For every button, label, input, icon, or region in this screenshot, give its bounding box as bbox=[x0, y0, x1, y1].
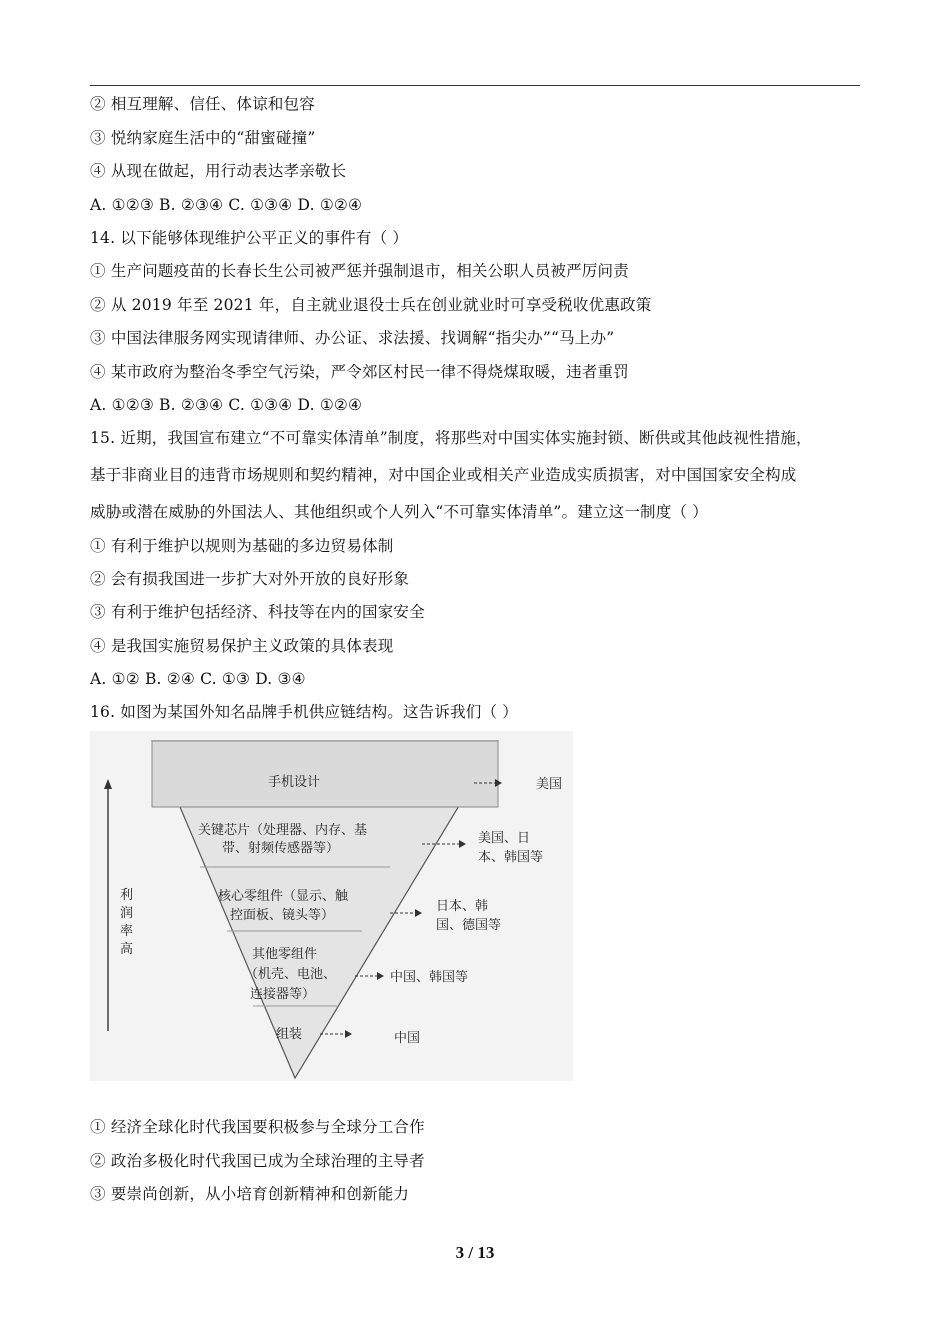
page-number: 3 / 13 bbox=[455, 1243, 495, 1262]
q14-option-2: ② 从 2019 年至 2021 年，自主就业退役士兵在创业就业时可享受税收优惠政策 bbox=[90, 296, 652, 314]
axis-label-char-3: 率 bbox=[120, 924, 134, 939]
profit-axis-arrowhead bbox=[104, 779, 112, 789]
axis-label-char-2: 润 bbox=[120, 906, 134, 921]
level-other-country: 中国、韩国等 bbox=[390, 970, 469, 985]
arrow-head bbox=[415, 909, 422, 917]
q15-option-4: ④ 是我国实施贸易保护主义政策的具体表现 bbox=[90, 637, 394, 655]
supply-chain-figure bbox=[90, 731, 573, 1081]
level-other-label-3: 连接器等） bbox=[250, 987, 316, 1002]
q15-option-1: ① 有利于维护以规则为基础的多边贸易体制 bbox=[90, 537, 394, 555]
level-other-label-2: （机壳、电池、 bbox=[245, 967, 337, 982]
header-rule bbox=[90, 85, 860, 86]
q14-option-3: ③ 中国法律服务网实现请律师、办公证、求法援、找调解“指尖办”“马上办” bbox=[90, 329, 615, 347]
q14-option-1: ① 生产问题疫苗的长春长生公司被严惩并强制退市，相关公职人员被严厉问责 bbox=[90, 262, 629, 280]
q13-option-2: ② 相互理解、信任、体谅和包容 bbox=[90, 95, 315, 113]
level-chip-country-1: 美国、日 bbox=[478, 831, 531, 846]
level-design-country: 美国 bbox=[536, 777, 563, 792]
level-design-label: 手机设计 bbox=[268, 775, 321, 790]
q16-stem: 16. 如图为某国外知名品牌手机供应链结构。这告诉我们（ ） bbox=[90, 703, 519, 721]
level-core-country-1: 日本、韩 bbox=[436, 899, 489, 914]
level-other-label-1: 其他零组件 bbox=[252, 947, 318, 962]
q14-option-4: ④ 某市政府为整治冬季空气污染，严令郊区村民一律不得烧煤取暖，违者重罚 bbox=[90, 363, 629, 381]
q13-answers: A. ①②③ B. ②③④ C. ①③④ D. ①②④ bbox=[90, 196, 363, 214]
q15-answers: A. ①② B. ②④ C. ①③ D. ③④ bbox=[90, 670, 306, 688]
level-core-label-1: 核心零组件（显示、触 bbox=[218, 889, 349, 904]
q14-answers: A. ①②③ B. ②③④ C. ①③④ D. ①②④ bbox=[90, 396, 363, 414]
q15-stem-line1: 15. 近期，我国宣布建立“不可靠实体清单”制度，将那些对中国实体实施封锁、断供或其他歧视性措施， bbox=[90, 429, 812, 447]
axis-label-char-1: 利 bbox=[120, 888, 134, 903]
arrow-head bbox=[377, 972, 384, 980]
q15-stem-line2: 基于非商业目的违背市场规则和契约精神，对中国企业或相关产业造成实质损害，对中国国家安全构成 bbox=[90, 466, 797, 484]
q14-stem: 14. 以下能够体现维护公平正义的事件有（ ） bbox=[90, 229, 409, 247]
level-chip-label-1: 关键芯片（处理器、内存、基 bbox=[198, 823, 368, 838]
level-chip-country-2: 本、韩国等 bbox=[478, 850, 544, 865]
supply-chain-diagram bbox=[90, 731, 573, 1081]
level-core-label-2: 控面板、镜头等） bbox=[230, 908, 335, 923]
level-chip-label-2: 带、射频传感器等） bbox=[222, 841, 340, 856]
level-assembly-country: 中国 bbox=[394, 1031, 421, 1046]
q15-stem-line3: 威胁或潜在威胁的外国法人、其他组织或个人列入“不可靠实体清单”。建立这一制度（ ） bbox=[90, 503, 708, 521]
level-assembly-label: 组装 bbox=[276, 1027, 303, 1042]
arrow-head bbox=[459, 840, 466, 848]
axis-label-char-4: 高 bbox=[120, 942, 134, 957]
q16-option-3: ③ 要崇尚创新，从小培育创新精神和创新能力 bbox=[90, 1185, 410, 1203]
level-core-country-2: 国、德国等 bbox=[436, 918, 502, 933]
q13-option-4: ④ 从现在做起，用行动表达孝亲敬长 bbox=[90, 162, 347, 180]
design-band bbox=[152, 741, 498, 807]
q15-option-2: ② 会有损我国进一步扩大对外开放的良好形象 bbox=[90, 570, 410, 588]
q15-option-3: ③ 有利于维护包括经济、科技等在内的国家安全 bbox=[90, 603, 425, 621]
q13-option-3: ③ 悦纳家庭生活中的“甜蜜碰撞” bbox=[90, 129, 316, 147]
q16-option-2: ② 政治多极化时代我国已成为全球治理的主导者 bbox=[90, 1152, 425, 1170]
arrow-head bbox=[345, 1030, 352, 1038]
q16-option-1: ① 经济全球化时代我国要积极参与全球分工合作 bbox=[90, 1118, 425, 1136]
